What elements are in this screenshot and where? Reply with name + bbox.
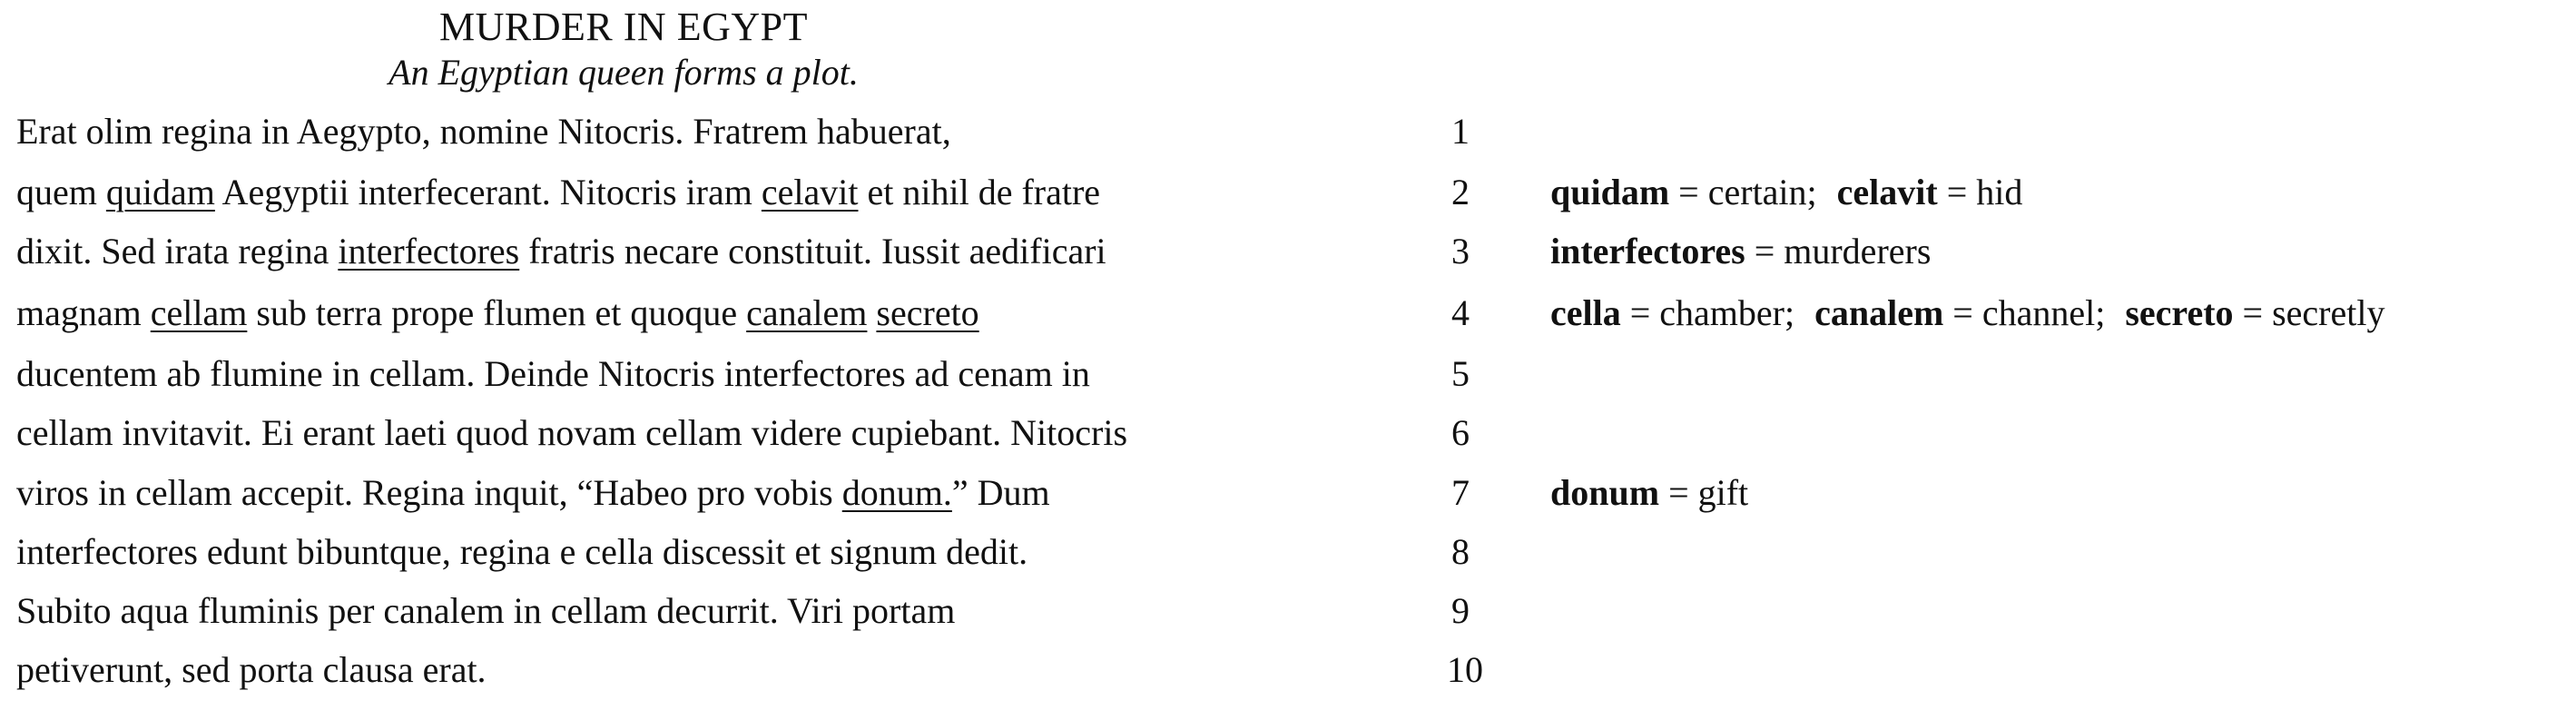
line-number: 1 xyxy=(1451,111,1470,152)
glossed-word: quidam xyxy=(105,172,215,212)
passage-line xyxy=(16,291,979,336)
line-number: 4 xyxy=(1451,292,1470,333)
gloss-equals: = xyxy=(1745,231,1785,271)
gloss-definition: hid xyxy=(1976,172,2023,212)
passage-text: fratris necare constituit. Iussit aedificari xyxy=(519,231,1106,271)
gloss-definition: gift xyxy=(1697,472,1749,513)
passage-text: et nihil de fratre xyxy=(858,172,1101,212)
passage-text: Subito aqua fluminis per canalem in cellam decurrit. Viri portam xyxy=(16,590,956,631)
line-number: 3 xyxy=(1451,231,1470,271)
gloss-term: secreto xyxy=(2125,292,2234,333)
passage-text: petiverunt, sed porta clausa erat. xyxy=(16,649,487,690)
passage-line xyxy=(16,351,1090,397)
gloss-equals: = xyxy=(2233,292,2273,333)
passage-line xyxy=(16,229,1106,274)
glossed-word: donum. xyxy=(841,472,952,513)
passage-text: Aegyptii interfecerant. Nitocris iram xyxy=(214,172,762,212)
passage-text: ” Dum xyxy=(951,472,1050,513)
passage-text: ducentem ab flumine in cellam. Deinde Nitocris interfectores ad cenam in xyxy=(16,353,1090,394)
glossed-word: interfectores xyxy=(338,231,520,271)
passage-line xyxy=(16,529,1027,575)
glossed-word: celavit xyxy=(761,172,859,212)
gloss-equals: = xyxy=(1659,472,1698,513)
gloss-equals: = xyxy=(1669,172,1708,212)
line-number: 9 xyxy=(1451,590,1470,631)
gloss-line xyxy=(1550,229,1931,274)
gloss-equals: = xyxy=(1943,292,1982,333)
glossed-word: cellam xyxy=(150,292,248,333)
gloss-term: celavit xyxy=(1836,172,1938,212)
gloss-definition: channel; xyxy=(1981,292,2106,333)
line-number: 7 xyxy=(1451,472,1470,513)
gloss-term: canalem xyxy=(1814,292,1944,333)
page-title: MURDER IN EGYPT xyxy=(439,5,808,49)
gloss-term: interfectores xyxy=(1550,231,1745,271)
passage-text: dixit. Sed irata regina xyxy=(16,231,339,271)
passage-line xyxy=(16,410,1127,456)
page-subtitle: An Egyptian queen forms a plot. xyxy=(388,52,859,93)
gloss-definition: murderers xyxy=(1784,231,1932,271)
passage-line xyxy=(16,470,1050,516)
gloss-line xyxy=(1550,291,2384,336)
gloss-definition: certain; xyxy=(1707,172,1817,212)
passage-text: quem xyxy=(16,172,106,212)
glossed-word: secreto xyxy=(876,292,979,333)
gloss-line xyxy=(1550,170,2022,215)
passage-line xyxy=(16,109,951,154)
gloss-definition: secretly xyxy=(2272,292,2385,333)
line-number: 2 xyxy=(1451,172,1470,212)
gloss-definition: chamber; xyxy=(1659,292,1795,333)
line-number: 6 xyxy=(1451,412,1470,453)
line-number: 10 xyxy=(1447,649,1483,690)
line-number: 5 xyxy=(1451,353,1470,394)
glossed-word: canalem xyxy=(746,292,868,333)
passage-line xyxy=(16,647,487,693)
passage-line xyxy=(16,588,955,634)
gloss-equals: = xyxy=(1937,172,1977,212)
passage-text: viros in cellam accepit. Regina inquit, “Habeo pro vobis xyxy=(16,472,842,513)
passage-line xyxy=(16,170,1100,215)
line-number: 8 xyxy=(1451,531,1470,572)
passage-text: cellam invitavit. Ei erant laeti quod novam cellam videre cupiebant. Nitocris xyxy=(16,412,1128,453)
passage-text xyxy=(867,292,876,333)
gloss-line xyxy=(1550,470,1748,516)
gloss-equals: = xyxy=(1620,292,1660,333)
gloss-term: cella xyxy=(1550,292,1621,333)
passage-text: Erat olim regina in Aegypto, nomine Nitocris. Fratrem habuerat, xyxy=(16,111,951,152)
passage-text: magnam xyxy=(16,292,151,333)
passage-text: interfectores edunt bibuntque, regina e cella discessit et signum dedit. xyxy=(16,531,1028,572)
gloss-term: quidam xyxy=(1550,172,1670,212)
passage-text: sub terra prope flumen et quoque xyxy=(247,292,747,333)
gloss-term: donum xyxy=(1550,472,1660,513)
